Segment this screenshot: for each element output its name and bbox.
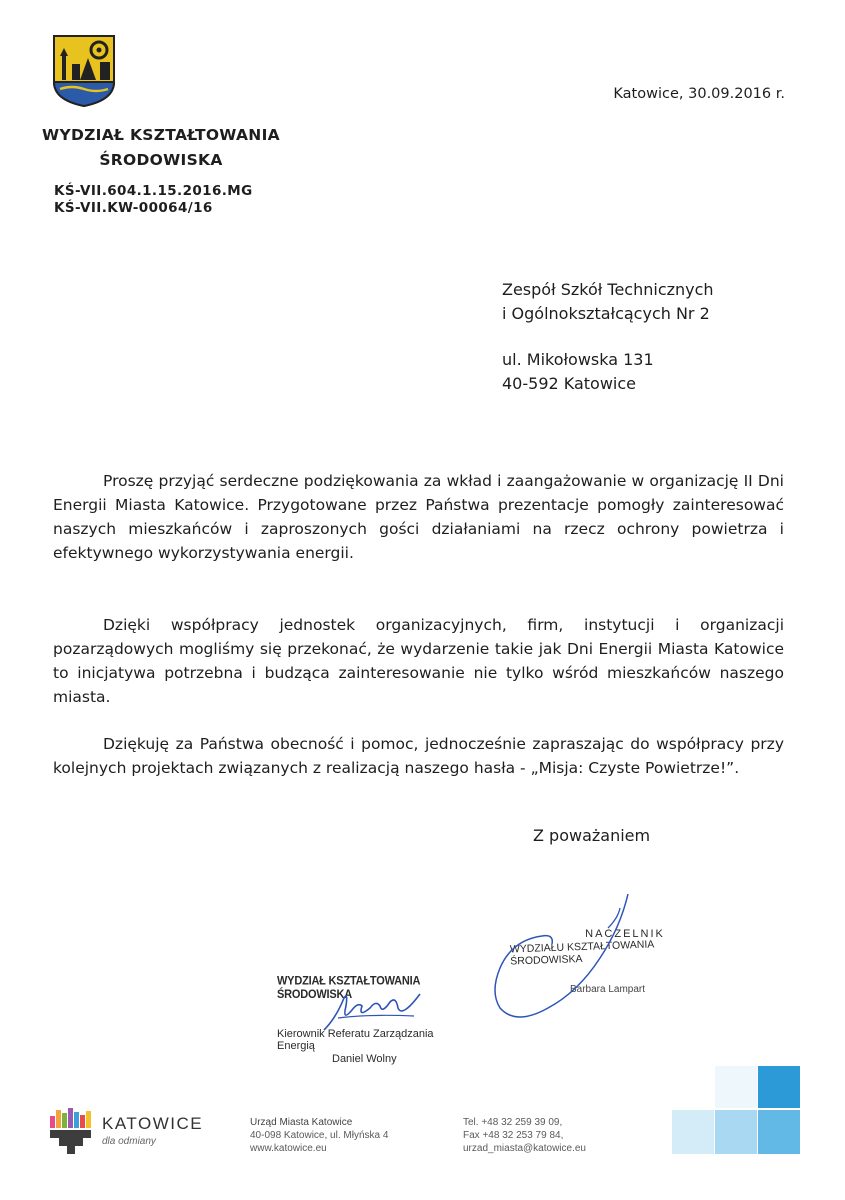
left-stamp: [277, 976, 467, 1065]
body-paragraph-1-text: Proszę przyjąć serdeczne podziękowania za wkład i zaangażowanie w organizację II Dni Energii Miasta Katowice. Przygotowane przez Państwa prezentacje pomogły zainteresować naszych mieszkańców i zaproszonych gości działaniami na rzecz ochrony powietrza i efektywnego wykorzystywania energii.: [53, 472, 784, 562]
letter-date: Katowice, 30.09.2016 r.: [613, 86, 785, 102]
footer-brand: [102, 1114, 203, 1147]
footer-contact-info: [463, 1116, 586, 1155]
recipient-line1: Zespół Szkół Technicznych: [502, 280, 714, 299]
office-website[interactable]: www.katowice.eu: [250, 1143, 327, 1154]
contact-email[interactable]: urzad_miasta@katowice.eu: [463, 1143, 586, 1154]
body-paragraph-2: [53, 613, 784, 709]
reference-numbers: [54, 183, 253, 217]
left-stamp-role: Kierownik Referatu Zarządzania Energią: [277, 1028, 434, 1052]
closing-salutation: Z poważaniem: [533, 826, 651, 845]
left-stamp-department: WYDZIAŁ KSZTAŁTOWANIA ŚRODOWISKA: [277, 974, 420, 1002]
recipient-address: [502, 348, 654, 396]
department-name-line1: WYDZIAŁ KSZTAŁTOWANIA: [42, 126, 280, 144]
office-name: Urząd Miasta Katowice: [250, 1117, 353, 1128]
body-paragraph-3: [53, 732, 784, 780]
katowice-logo-icon: [50, 1108, 94, 1156]
department-header: [30, 123, 292, 173]
department-name-line2: ŚRODOWISKA: [99, 151, 223, 169]
footer-mosaic-decoration: [672, 1066, 800, 1156]
body-paragraph-2-text: Dzięki współpracy jednostek organizacyjnych, firm, instytucji i organizacji pozarządowych mogliśmy się przekonać, że wydarzenie takie jak Dni Energii Miasta Katowice to inicjatywa potrzebna i budząca zainteresowanie nie tylko wśród mieszkańców naszego miasta.: [53, 616, 784, 706]
contact-phone: Tel. +48 32 259 39 09,: [463, 1117, 563, 1128]
brand-name: KATOWICE: [102, 1114, 204, 1133]
left-stamp-name: Daniel Wolny: [332, 1053, 397, 1065]
recipient-city: 40-592 Katowice: [502, 374, 637, 393]
right-stamp-name: Barbara Lampart: [570, 984, 646, 995]
footer-office-info: [250, 1116, 388, 1155]
right-stamp-department: WYDZIAŁU KSZTAŁTOWANIA ŚRODOWISKA: [509, 938, 654, 968]
body-paragraph-1: [53, 469, 784, 565]
reference-number-2: KŚ-VII.KW-00064/16: [54, 200, 213, 216]
brand-tagline: dla odmiany: [102, 1136, 156, 1147]
right-stamp-title: NACZELNIK: [585, 928, 665, 940]
office-address: 40-098 Katowice, ul. Młyńska 4: [250, 1130, 389, 1141]
recipient-name: [502, 278, 714, 326]
right-stamp: [510, 928, 710, 995]
recipient-street: ul. Mikołowska 131: [502, 350, 654, 369]
recipient-line2: i Ogólnokształcących Nr 2: [502, 304, 710, 323]
katowice-coat-of-arms-icon: [52, 34, 116, 108]
body-paragraph-3-text: Dziękuję za Państwa obecność i pomoc, jednocześnie zapraszając do współpracy przy kolejnych projektach związanych z realizacją naszego hasła - „Misja: Czyste Powietrze!”.: [53, 735, 784, 777]
reference-number-1: KŚ-VII.604.1.15.2016.MG: [54, 183, 253, 199]
contact-fax: Fax +48 32 253 79 84,: [463, 1130, 564, 1141]
